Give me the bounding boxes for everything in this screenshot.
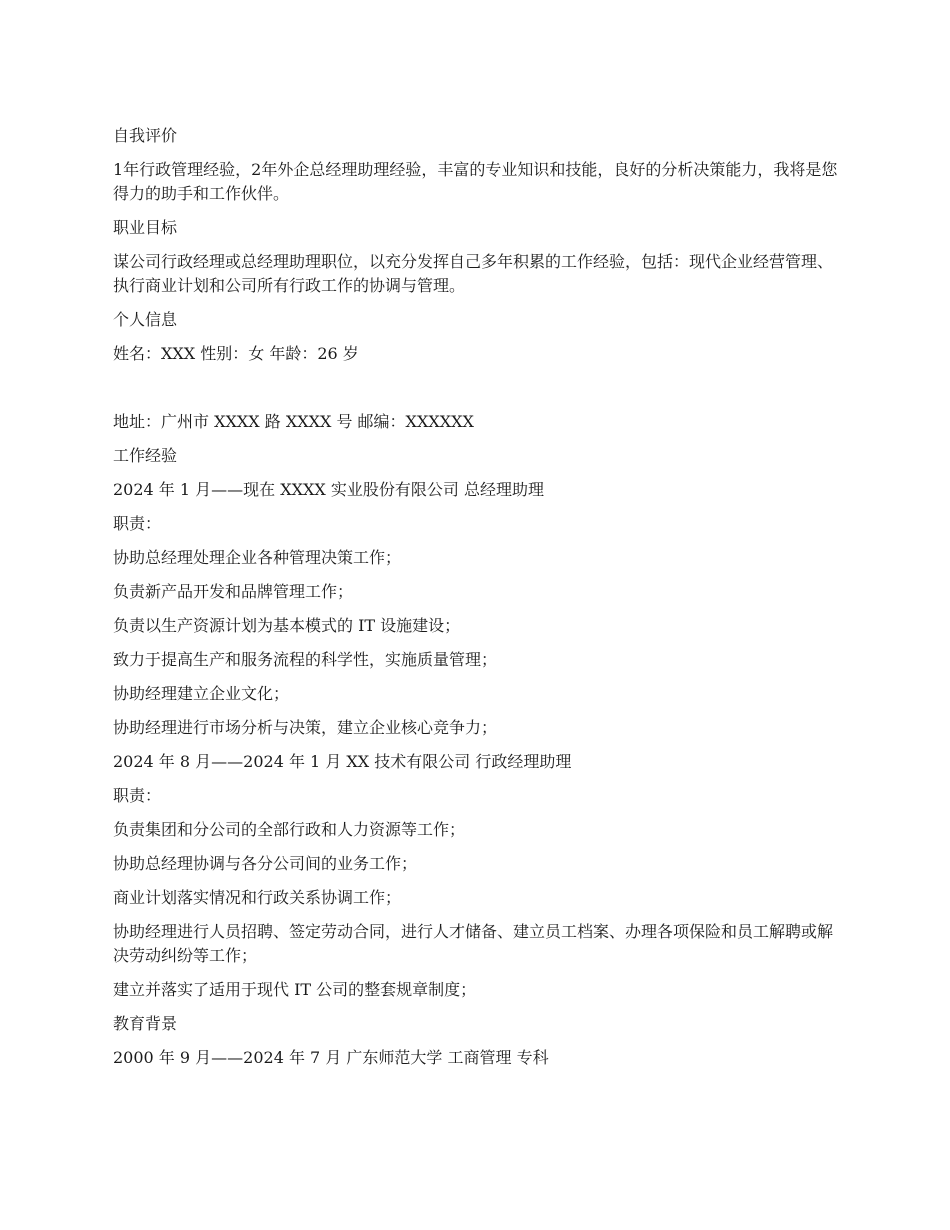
duty-item: 协助总经理协调与各分公司间的业务工作； [113,854,418,873]
job-header: 2024 年 8 月——2024 年 1 月 XX 技术有限公司 行政经理助理 [113,752,572,771]
duty-item: 负责以生产资源计划为基本模式的 IT 设施建设； [113,616,461,635]
duty-item: 协助经理进行市场分析与决策，建立企业核心竞争力； [113,718,498,737]
duty-item: 协助经理进行人员招聘、签定劳动合同，进行人才储备、建立员工档案、办理各项保险和员工解聘或解决劳动纠纷等工作； [113,922,834,965]
career-goal-title: 职业目标 [113,218,178,237]
work-experience-title: 工作经验 [113,446,178,465]
self-eval-title: 自我评价 [113,126,178,145]
duty-label: 职责： [113,786,162,805]
personal-info-address: 地址：广州市 XXXX 路 XXXX 号 邮编：XXXXXX [113,412,474,431]
career-goal-text: 谋公司行政经理或总经理助理职位，以充分发挥自己多年积累的工作经验，包括：现代企业经营管理、执行商业计划和公司所有行政工作的协调与管理。 [113,252,834,295]
duty-item: 商业计划落实情况和行政关系协调工作； [113,888,402,907]
resume-document [113,124,843,1080]
duty-item: 负责新产品开发和品牌管理工作； [113,582,354,601]
personal-info-basic: 姓名：XXX 性别：女 年龄：26 岁 [113,344,359,363]
education-line: 2000 年 9 月——2024 年 7 月 广东师范大学 工商管理 专科 [113,1048,549,1067]
education-title: 教育背景 [113,1014,178,1033]
duty-label: 职责： [113,514,162,533]
spacer [113,376,843,410]
self-eval-text: 1年行政管理经验，2年外企总经理助理经验，丰富的专业知识和技能，良好的分析决策能力，我将是您得力的助手和工作伙伴。 [113,160,838,203]
duty-item: 协助总经理处理企业各种管理决策工作； [113,548,402,567]
duty-item: 负责集团和分公司的全部行政和人力资源等工作； [113,820,466,839]
personal-info-title: 个人信息 [113,310,178,329]
duty-item: 致力于提高生产和服务流程的科学性，实施质量管理； [113,650,498,669]
job-header: 2024 年 1 月——现在 XXXX 实业股份有限公司 总经理助理 [113,480,544,499]
duty-item: 协助经理建立企业文化； [113,684,290,703]
duty-item: 建立并落实了适用于现代 IT 公司的整套规章制度； [113,980,477,999]
